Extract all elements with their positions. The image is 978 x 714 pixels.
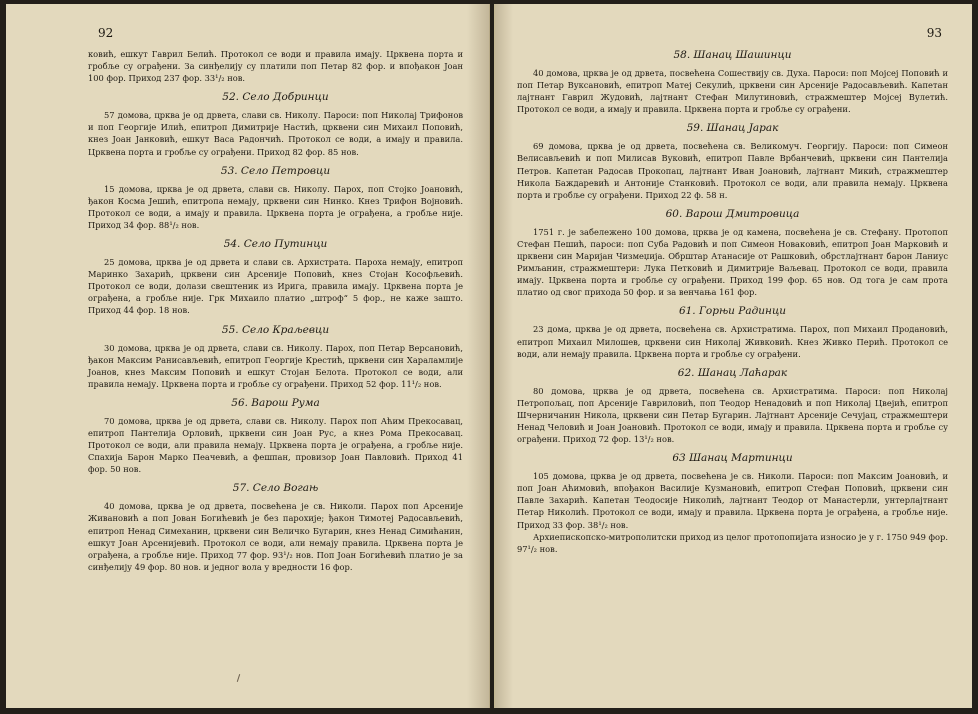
section-heading: 63 Шанац Мартинци bbox=[672, 452, 793, 465]
section-heading: 57. Село Вогањ bbox=[232, 482, 319, 495]
section-59 bbox=[517, 122, 948, 200]
section-paragraph: 30 домова, црква је од дрвета, слави св. Николу. Парох, поп Петар Версановић, ђакон Максим Ранисављевић, епитроп Георгије Крестић, црквени син Хараламлије Јоанов, кнез Максим Поповић и ешкут Стојан Белота. Протокол се води, али правила немају. Црквена порта и гробље су ограђени. Приход 52 фор. 11¹/₂ нов. bbox=[88, 342, 463, 389]
section-57 bbox=[88, 482, 463, 573]
left-page bbox=[6, 4, 490, 708]
section-heading: 58. Шанац Шашинци bbox=[673, 49, 792, 61]
section-58 bbox=[517, 49, 948, 115]
section-heading: 62. Шанац Лаћарак bbox=[677, 366, 788, 379]
section-paragraph: 40 домова, црква је од дрвета, посвећена је св. Николи. Парох поп Арсеније Живановић а поп Јован Богићевић је без парохије; ђакон Тимотеј Радосављевић, епитроп Ненад Симеханин, црквени син Величко Бугарин, кнез Ненад Симићанин, ешкут Јоан Арсенијевић. Протокол се води, али немају правила. Црквена порта је ограђена, а гробље није. Приход 77 фор. 93¹/₂ нов. Поп Јоан Богићевић платио је за синђелију 49 фор. 80 нов. и једног вола у вредности 16 фор. bbox=[88, 501, 463, 572]
section-53 bbox=[88, 165, 463, 231]
section-63 bbox=[517, 452, 948, 530]
section-56 bbox=[88, 397, 463, 475]
section-paragraph: 80 домова, црква је од дрвета, посвећена св. Архистратима. Пароси: поп Николај Петропољац, поп Арсеније Гавриловић, поп Теодор Ненадовић и поп Николај Цвејић, епитроп Шчерничанин Никола, црквени син Петар Бугарин. Лајтнант Арсеније Сечујац, стражмештери Ненад Человић и Јоан Јоановић. Протокол се води, имају и правила. Црквена порта и гробље су ограђени. Приход 72 фор. 13¹/₂ нов. bbox=[517, 385, 948, 445]
section-61 bbox=[517, 305, 948, 359]
section-paragraph: 70 домова, црква је од дрвета, слави св. Николу. Парох поп Аћим Прекосавац, епитроп Пантелија Орловић, црквени син Јоан Рус, а кнез Рома Прекосавац. Протокол се води, али правила немају. Црквена порта је ограђена, а гробље није. Спахија Барон Марко Пеачевић, а фешпан, провизор Јоан Павловић. Приход 41 фор. 50 нов. bbox=[88, 415, 463, 475]
section-paragraph: 57 домова, црква је од дрвета, слави св. Николу. Пароси: поп Николај Трифонов и поп Георгије Илић, епитроп Димитрије Настић, црквени син Михаил Поповић, кнез Јоан Јанковић, ешкут Васа Радончић. Протокол се води, а имају и правила. Црквена порта и гробље су ограђени. Приход 82 фор. 85 нов. bbox=[88, 110, 463, 157]
section-paragraph: 40 домова, црква је од дрвета, посвећена Сошествију св. Духа. Пароси: поп Мојсеј Поповић и поп Петар Вуксановић, епитроп Матеј Секулић, црквени син Арсеније Радосављевић. Капетан лајтнант Гаврил Жудовић, лајтнант Стефан Милутиновић, стражмештер Мојсеј Вулетић. Протокол се води, а имају и правила. Црквена порта и гробље су ограђени. bbox=[517, 68, 948, 115]
closing-paragraph: Архиепископско-митрополитски приход из целог протопопијата износио је у г. 1750 949 фор. 97¹/₂ нов. bbox=[517, 531, 948, 554]
section-heading: 59. Шанац Јарак bbox=[686, 122, 779, 135]
section-heading: 60. Варош Дмитровица bbox=[665, 207, 800, 220]
section-paragraph: 15 домова, црква је од дрвета, слави св. Николу. Парох, поп Стојко Јоановић, ђакон Косма Јешић, епитропа немају, црквени син Нинко. Кнез Трифон Војновић. Протокол се води, а имају и правила. Црквена порта је ограђена, а гробље није. Приход 34 фор. 88¹/₂ нов. bbox=[88, 183, 463, 230]
section-heading: 52. Село Добринци bbox=[222, 91, 329, 104]
page-number: 93 bbox=[926, 26, 942, 40]
section-52 bbox=[88, 91, 463, 157]
section-paragraph: 69 домова, црква је од дрвета, посвећена св. Великомуч. Георгију. Пароси: поп Симеон Велисављевић и поп Милисав Вуковић, епитроп Павле Врбанчевић, црквени син Пантелија Петров. Капетан Радосав Прокопац, лајтнант Иван Јоановић, лајтнант Микић, стражмештер Никола Баждаревић и Антоније Станковић. Протокол се води, али правила немају. Црквена порта и гробље су ограђени. Приход 22 ф. 58 н. bbox=[517, 141, 948, 200]
page-number: 92 bbox=[98, 26, 114, 40]
section-paragraph: 105 домова, црква је од дрвета, посвећена је св. Николи. Пароси: поп Максим Јоановић, и поп Јоан Аћимовић, впођакон Василије Кузмановић, епитроп Стефан Поповић, црквени син Павле Захарић. Капетан Теодосије Николић, лајтнант Теодор от Манастерли, унтерлајтнант Петар Николић. Протокол се води, имају и правила. Црквена порта је ограђена, а гробље није. Приход 33 фор. 38¹/₂ нов. bbox=[517, 471, 948, 530]
continuation-paragraph: ковић, ешкут Гаврил Белић. Протокол се води и правила имају. Црквена порта и гробље су ограђени. За синђелију су платили поп Петар 82 фор. и впођакон Јоан 100 фор. Приход 237 фор. 33¹/₂ нов. bbox=[88, 49, 463, 84]
section-heading: 53. Село Петровци bbox=[220, 164, 331, 177]
section-55 bbox=[88, 324, 463, 390]
section-54 bbox=[88, 238, 463, 316]
section-paragraph: 23 дома, црква је од дрвета, посвећена св. Архистратима. Парох, поп Михаил Продановић, епитроп Михаил Милошев, црквени син Николај Живковић. Кнез Живко Перић. Протокол се води, али немају правила. Црквена порта и гробље су ограђени. bbox=[517, 324, 948, 359]
page-mark bbox=[237, 674, 240, 682]
section-heading: 56. Варош Рума bbox=[231, 396, 320, 409]
section-heading: 61. Горњи Радинци bbox=[678, 305, 787, 318]
section-paragraph: 1751 г. је забележено 100 домова, црква је од камена, посвећена је св. Стефану. Протопоп Стефан Пешић, пароси: поп Суба Радовић и поп Симеон Новаковић, епитроп Јоан Марковић и црквени син Маријан Чизмеџија. Обрштар Атанасије от Рашковић, обрстлајтнант барон Ланиус Римљанин, стражмештери: Лука Петковић и Димитрије Ваљевац. Протокол се води, правила имају. Црквена порта и гробље су ограђени. Приход 199 фор. 65 нов. Од тога је сам прота платио од свог прихода 50 фор. и за венчања 161 фор. bbox=[517, 226, 948, 298]
section-62 bbox=[517, 367, 948, 445]
section-paragraph: 25 домова, црква је од дрвета и слави св. Архистрата. Пароха немају, епитроп Маринко Захарић, црквени син Арсеније Поповић, кнез Стојан Кософљевић. Протокол се води, долази свештеник из Ирига, правила имају. Црквена порта је ограђена, а гробље није. Грк Михаило платио „штроф“ 5 фор., не каже зашто. Приход 44 фор. 18 нов. bbox=[88, 257, 463, 316]
section-60 bbox=[517, 208, 948, 299]
section-heading: 54. Село Путинци bbox=[223, 238, 328, 251]
right-page bbox=[494, 4, 972, 708]
section-heading: 55. Село Краљевци bbox=[221, 323, 330, 336]
